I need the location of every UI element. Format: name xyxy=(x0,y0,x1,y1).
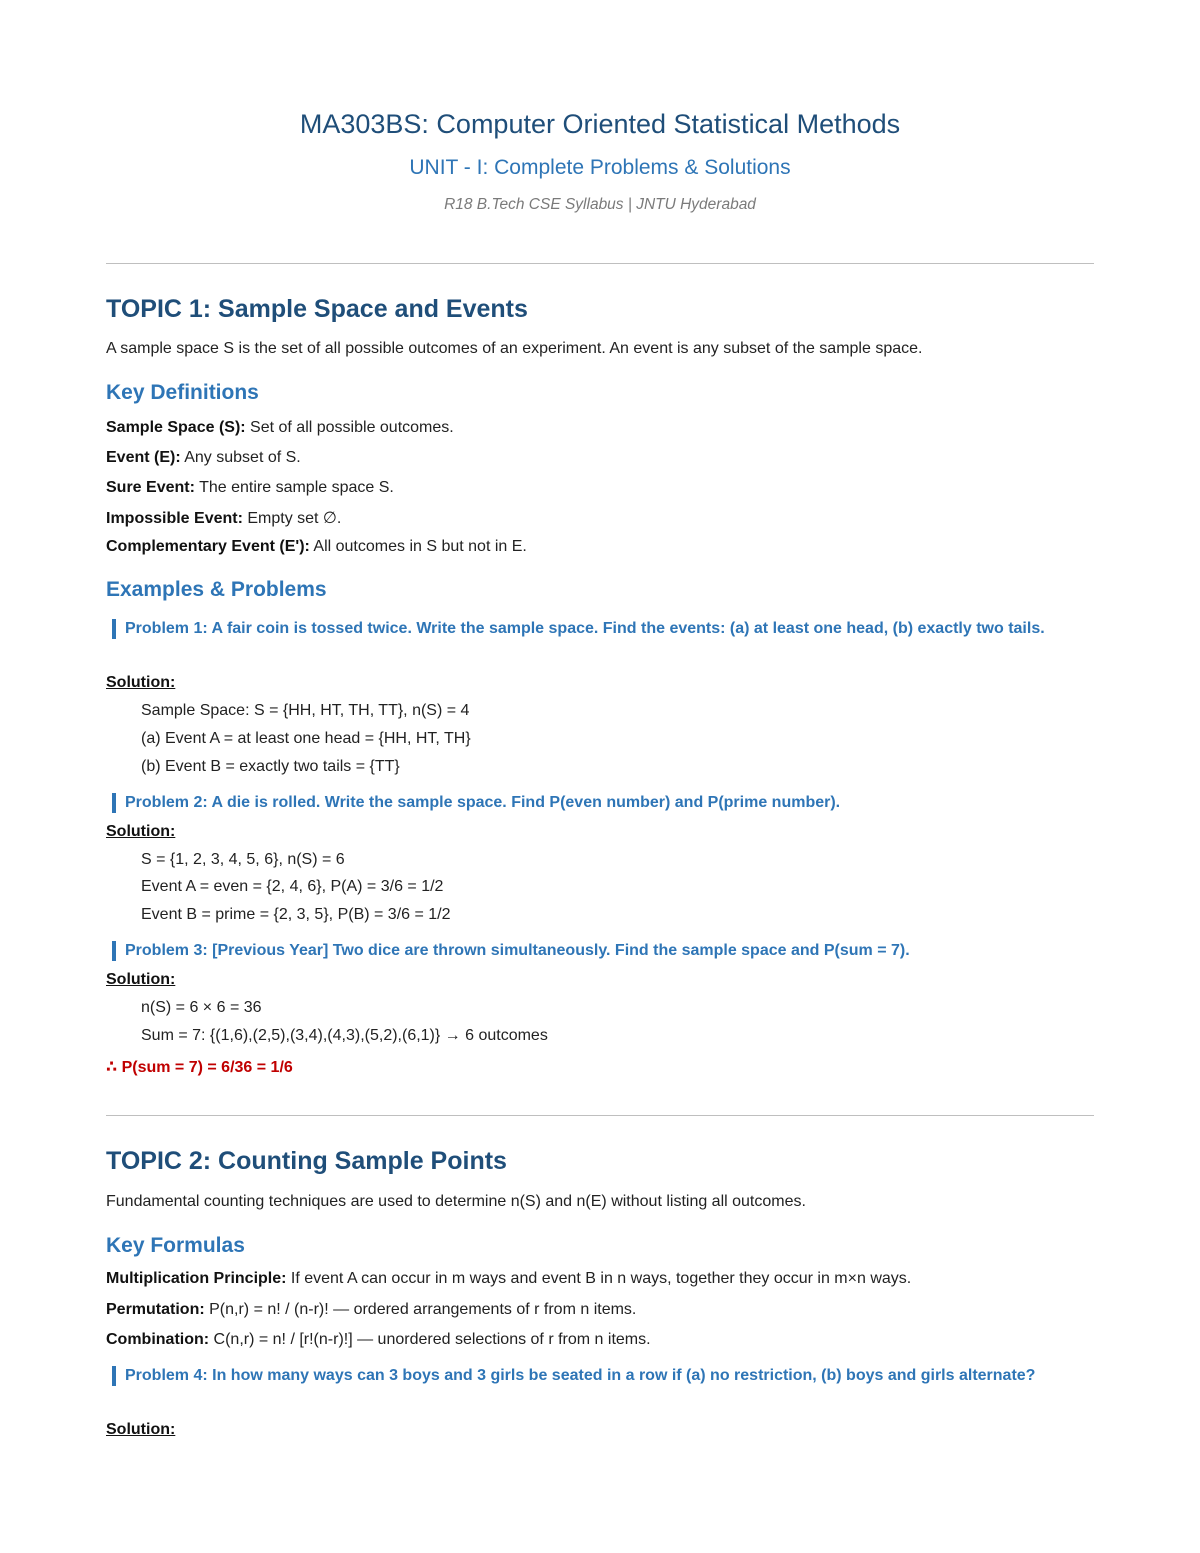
topic-1-heading: TOPIC 1: Sample Space and Events xyxy=(106,295,528,323)
examples-heading: Examples & Problems xyxy=(106,578,327,601)
solution-step: (a) Event A = at least one head = {HH, HT, TH} xyxy=(141,730,471,747)
definition-text: Set of all possible outcomes. xyxy=(245,419,454,436)
problem-text: Problem 1: A fair coin is tossed twice. Write the sample space. Find the events: (a) at least one head, (b) exactly two tails. xyxy=(125,620,1045,637)
final-answer: ∴ P(sum = 7) = 6/36 = 1/6 xyxy=(106,1059,293,1076)
solution-step: Sample Space: S = {HH, HT, TH, TT}, n(S) = 4 xyxy=(141,702,470,719)
formula-term: Multiplication Principle: xyxy=(106,1270,287,1287)
problem-accent-bar xyxy=(112,1366,116,1386)
document-subtitle: UNIT - I: Complete Problems & Solutions xyxy=(409,156,791,179)
formula-item xyxy=(106,1301,636,1319)
problem-statement xyxy=(106,617,1081,641)
definition-term: Sample Space (S): xyxy=(106,419,246,436)
formula-term: Permutation: xyxy=(106,1301,205,1318)
problem-statement xyxy=(106,791,1081,815)
definition-text: Any subset of S. xyxy=(180,449,301,466)
problem-accent-bar xyxy=(112,793,116,813)
key-definitions-heading: Key Definitions xyxy=(106,381,259,404)
key-formulas-heading: Key Formulas xyxy=(106,1234,245,1257)
problem-accent-bar xyxy=(112,941,116,961)
definition-term: Event (E): xyxy=(106,449,181,466)
definition-term: Impossible Event: xyxy=(106,510,243,527)
solution-step: (b) Event B = exactly two tails = {TT} xyxy=(141,758,400,775)
formula-text: If event A can occur in m ways and event B in n ways, together they occur in m×n ways. xyxy=(286,1270,912,1287)
formula-term: Combination: xyxy=(106,1331,210,1348)
definition-term: Complementary Event (E'): xyxy=(106,538,310,555)
topic-2-heading: TOPIC 2: Counting Sample Points xyxy=(106,1147,507,1175)
definition-text: The entire sample space S. xyxy=(194,479,394,496)
document-meta: R18 B.Tech CSE Syllabus | JNTU Hyderabad xyxy=(444,196,756,213)
topic-2-intro: Fundamental counting techniques are used to determine n(S) and n(E) without listing all outcomes. xyxy=(106,1193,806,1210)
formula-text: P(n,r) = n! / (n-r)! — ordered arrangements of r from n items. xyxy=(204,1301,637,1318)
problem-statement xyxy=(106,939,1081,963)
document-title: MA303BS: Computer Oriented Statistical Methods xyxy=(299,109,901,139)
definition-term: Sure Event: xyxy=(106,479,195,496)
definition-item xyxy=(106,479,394,497)
problem-accent-bar xyxy=(112,619,116,639)
solution-step: S = {1, 2, 3, 4, 5, 6}, n(S) = 6 xyxy=(141,851,345,868)
definition-item xyxy=(106,538,527,556)
solution-step: Sum = 7: {(1,6),(2,5),(3,4),(4,3),(5,2),(6,1)} → 6 outcomes xyxy=(141,1027,548,1044)
solution-step: n(S) = 6 × 6 = 36 xyxy=(141,999,262,1016)
problem-statement xyxy=(106,1364,1081,1388)
definition-item xyxy=(106,508,341,528)
topic-1-intro: A sample space S is the set of all possible outcomes of an experiment. An event is any subset of the sample space. xyxy=(106,340,923,357)
formula-item xyxy=(106,1270,911,1288)
problem-text: Problem 2: A die is rolled. Write the sample space. Find P(even number) and P(prime number). xyxy=(125,794,841,811)
solution-step: Event A = even = {2, 4, 6}, P(A) = 3/6 = 1/2 xyxy=(141,878,444,895)
definition-text: All outcomes in S but not in E. xyxy=(309,538,527,555)
solution-label: Solution: xyxy=(106,971,176,988)
solution-label: Solution: xyxy=(106,1421,176,1438)
definition-item xyxy=(106,449,301,467)
definition-text: Empty set ∅. xyxy=(242,510,342,527)
formula-text: C(n,r) = n! / [r!(n-r)!] — unordered selections of r from n items. xyxy=(209,1331,651,1348)
problem-text: Problem 4: In how many ways can 3 boys and 3 girls be seated in a row if (a) no restriction, (b) boys and girls alternate? xyxy=(125,1367,1036,1384)
solution-label: Solution: xyxy=(106,674,176,691)
solution-step: Event B = prime = {2, 3, 5}, P(B) = 3/6 = 1/2 xyxy=(141,906,451,923)
solution-label: Solution: xyxy=(106,823,176,840)
section-divider xyxy=(106,1115,1094,1116)
definition-item xyxy=(106,419,454,437)
section-divider xyxy=(106,263,1094,264)
problem-text: Problem 3: [Previous Year] Two dice are thrown simultaneously. Find the sample space and P(sum = 7). xyxy=(125,942,910,959)
formula-item xyxy=(106,1331,651,1349)
